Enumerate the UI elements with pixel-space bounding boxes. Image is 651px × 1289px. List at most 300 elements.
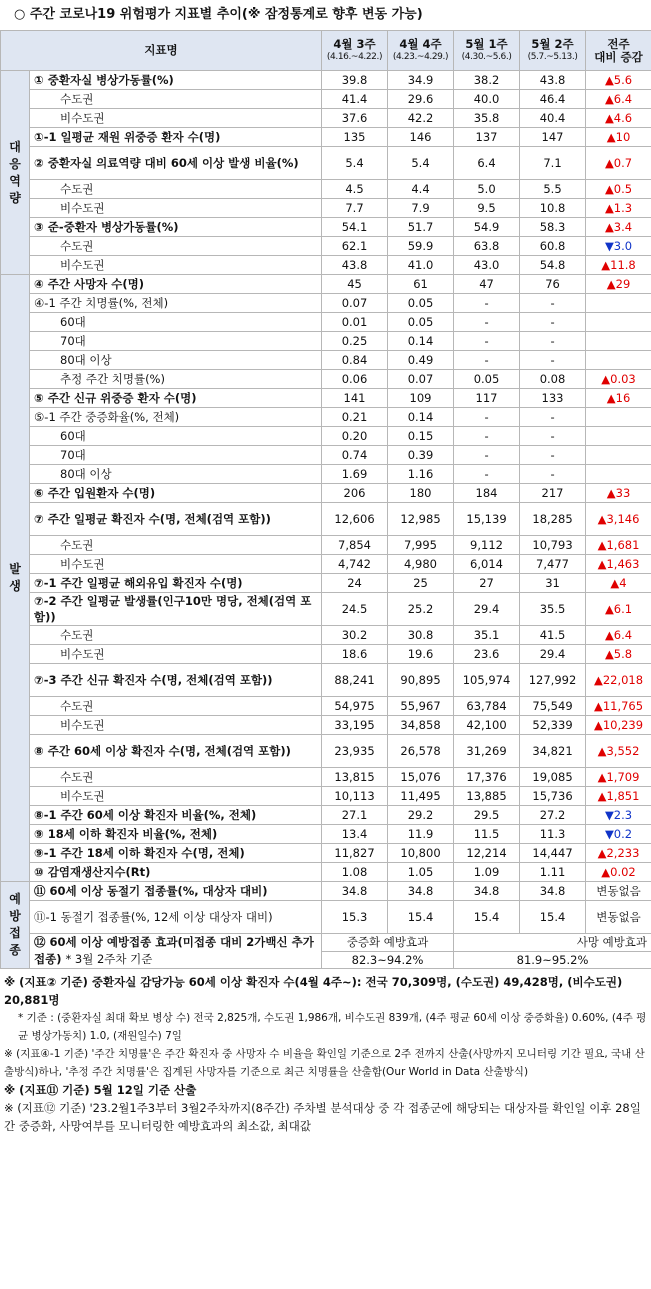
table-row (1, 237, 651, 256)
value-cell: - (454, 408, 520, 427)
change-cell (586, 408, 651, 427)
value-cell: 0.39 (388, 446, 454, 465)
value-cell: 60.8 (520, 237, 586, 256)
value-cell: 63.8 (454, 237, 520, 256)
change-value: 22,018 (602, 673, 644, 687)
value-cell: 19,085 (520, 768, 586, 787)
row-label: 60대 (30, 313, 322, 332)
row-label: ⑪-1 동절기 접종률(%, 12세 이상 대상자 대비) (30, 901, 322, 934)
change-cell (586, 844, 651, 863)
row-label: 70대 (30, 332, 322, 351)
value-cell: 7.7 (322, 199, 388, 218)
table-row (1, 465, 651, 484)
change-value: 3,146 (606, 512, 640, 526)
change-cell (586, 180, 651, 199)
value-cell: 34,821 (520, 735, 586, 768)
value-cell: 1.16 (388, 465, 454, 484)
value-cell: 0.05 (388, 313, 454, 332)
change-cell (586, 256, 651, 275)
row-label: 60대 (30, 427, 322, 446)
value-cell: 33,195 (322, 716, 388, 735)
value-cell: 54.1 (322, 218, 388, 237)
table-row (1, 555, 651, 574)
value-cell: 11.9 (388, 825, 454, 844)
value-cell: 13,815 (322, 768, 388, 787)
row-label: 수도권 (30, 536, 322, 555)
value-cell: 41.5 (520, 626, 586, 645)
value-cell: 30.8 (388, 626, 454, 645)
table-row (1, 664, 651, 697)
row-label: 비수도권 (30, 109, 322, 128)
value-cell: 88,241 (322, 664, 388, 697)
value-cell: 15.4 (454, 901, 520, 934)
value-cell: 30.2 (322, 626, 388, 645)
change-value: 4.6 (613, 111, 633, 125)
triangle-up-icon: ▲ (604, 628, 614, 642)
triangle-up-icon: ▲ (606, 391, 616, 405)
row-label: 비수도권 (30, 645, 322, 664)
triangle-up-icon: ▲ (593, 699, 603, 713)
table-row (1, 536, 651, 555)
change-cell (586, 574, 651, 593)
row-label: ① 중환자실 병상가동률(%) (30, 71, 322, 90)
table-row (1, 294, 651, 313)
triangle-up-icon: ▲ (601, 372, 611, 386)
row-label: ⑤-1 주간 중증화율(%, 전체) (30, 408, 322, 427)
value-cell: 27.1 (322, 806, 388, 825)
row-label: ④ 주간 사망자 수(명) (30, 275, 322, 294)
row-label: ⑫ 60세 이상 예방접종 효과(미접종 대비 2가백신 추가접종) * 3월 2주차 기준 (30, 934, 322, 969)
change-value: 1,851 (606, 789, 640, 803)
value-cell: 6.4 (454, 147, 520, 180)
header-week: 5월 2주 (5.7.~5.13.) (520, 31, 586, 71)
value-cell: 7.9 (388, 199, 454, 218)
value-cell: 1.11 (520, 863, 586, 882)
table-row (1, 503, 651, 536)
group-label-occurrence: 발 생 (1, 275, 30, 882)
value-cell: 0.20 (322, 427, 388, 446)
value-cell: 19.6 (388, 645, 454, 664)
change-cell (586, 332, 651, 351)
value-cell: 39.8 (322, 71, 388, 90)
value-cell: 4.5 (322, 180, 388, 199)
change-value: 10,239 (602, 718, 644, 732)
value-cell: 0.05 (454, 370, 520, 389)
footnote: ※ (지표⑫ 기준) '23.2월1주3부터 3월2주차까지(8주간) 주차별 분석대상 중 각 접종군에 해당되는 대상자를 확인일 이후 28일간 중증화, 사망여부를 모니터링한 예방효과의 최소값, 최대값 (4, 1101, 641, 1133)
row-label: ⑥ 주간 입원환자 수(명) (30, 484, 322, 503)
value-cell: 5.4 (322, 147, 388, 180)
value-cell: 1.69 (322, 465, 388, 484)
value-cell: 5.0 (454, 180, 520, 199)
change-cell (586, 199, 651, 218)
value-cell: 0.05 (388, 294, 454, 313)
change-cell (586, 768, 651, 787)
header-indicator: 지표명 (1, 31, 322, 71)
change-value: 10 (615, 130, 631, 144)
triangle-up-icon: ▲ (604, 111, 614, 125)
value-cell: 1.09 (454, 863, 520, 882)
table-row (1, 90, 651, 109)
value-cell: - (454, 313, 520, 332)
row-label: 비수도권 (30, 256, 322, 275)
change-value: 1,463 (606, 557, 640, 571)
table-row (1, 825, 651, 844)
change-cell (586, 645, 651, 664)
value-cell: 12,606 (322, 503, 388, 536)
row-label: ⑤ 주간 신규 위중증 환자 수(명) (30, 389, 322, 408)
table-row (1, 351, 651, 370)
row-label: ⑩ 감염재생산지수(Rt) (30, 863, 322, 882)
value-cell: 9.5 (454, 199, 520, 218)
row-label: 비수도권 (30, 716, 322, 735)
table-row (1, 934, 651, 952)
value-cell: 13,885 (454, 787, 520, 806)
value-cell: 42,100 (454, 716, 520, 735)
change-value: 0.03 (610, 372, 636, 386)
row-label: ② 중환자실 의료역량 대비 60세 이상 발생 비율(%) (30, 147, 322, 180)
row-label: ⑧ 주간 60세 이상 확진자 수(명, 전체(검역 포함)) (30, 735, 322, 768)
footnote: ※ (지표④-1 기준) '주간 치명률'은 주간 확진자 중 사망자 수 비율을 확인일 기준으로 2주 전까지 산출(사망까지 모니터링 기간 필요, 국내 산출방식)하나, '추정 주간 치명률'은 집계된 사망자를 기준으로 최근 치명률을 산출함(Our World in Data 산출방식) (4, 1048, 645, 1078)
value-cell: 127,992 (520, 664, 586, 697)
table-row (1, 901, 651, 934)
triangle-up-icon: ▲ (597, 744, 607, 758)
change-cell (586, 237, 651, 256)
change-cell (586, 147, 651, 180)
triangle-up-icon: ▲ (606, 277, 616, 291)
header-week: 5월 1주 (4.30.~5.6.) (454, 31, 520, 71)
value-cell: 18.6 (322, 645, 388, 664)
value-cell: 54,975 (322, 697, 388, 716)
change-value: 1,681 (606, 538, 640, 552)
table-row (1, 844, 651, 863)
change-cell (586, 90, 651, 109)
value-cell: - (520, 313, 586, 332)
row-label: 수도권 (30, 180, 322, 199)
value-cell: 217 (520, 484, 586, 503)
table-row (1, 768, 651, 787)
value-cell: 0.21 (322, 408, 388, 427)
value-cell: 105,974 (454, 664, 520, 697)
death-effect-label: 사망 예방효과 (454, 934, 651, 952)
change-cell: 변동없음 (586, 901, 651, 934)
table-row (1, 370, 651, 389)
value-cell: - (520, 465, 586, 484)
value-cell: 10,800 (388, 844, 454, 863)
change-cell (586, 503, 651, 536)
row-label: ③ 준-중환자 병상가동률(%) (30, 218, 322, 237)
triangle-up-icon: ▲ (597, 557, 607, 571)
change-value: 0.7 (613, 156, 633, 170)
triangle-up-icon: ▲ (610, 576, 620, 590)
value-cell: 10.8 (520, 199, 586, 218)
value-cell: - (520, 427, 586, 446)
value-cell: 29.4 (520, 645, 586, 664)
row-label: 추정 주간 치명률(%) (30, 370, 322, 389)
value-cell: 27 (454, 574, 520, 593)
value-cell: 5.4 (388, 147, 454, 180)
table-row (1, 626, 651, 645)
table-row (1, 427, 651, 446)
value-cell: 4,742 (322, 555, 388, 574)
change-value: 2,233 (606, 846, 640, 860)
value-cell: 52,339 (520, 716, 586, 735)
triangle-up-icon: ▲ (604, 220, 614, 234)
severe-effect-label: 중증화 예방효과 (322, 934, 454, 952)
value-cell: 13.4 (322, 825, 388, 844)
triangle-up-icon: ▲ (606, 130, 616, 144)
triangle-up-icon: ▲ (604, 602, 614, 616)
triangle-up-icon: ▲ (604, 647, 614, 661)
value-cell: 15,139 (454, 503, 520, 536)
row-label: 수도권 (30, 697, 322, 716)
value-cell: 0.08 (520, 370, 586, 389)
value-cell: 0.15 (388, 427, 454, 446)
table-row (1, 882, 651, 901)
change-cell (586, 351, 651, 370)
triangle-up-icon: ▲ (601, 865, 611, 879)
row-label: 비수도권 (30, 787, 322, 806)
change-value: 1,709 (606, 770, 640, 784)
value-cell: 45 (322, 275, 388, 294)
value-cell: 63,784 (454, 697, 520, 716)
table-row (1, 645, 651, 664)
value-cell: 1.05 (388, 863, 454, 882)
value-cell: 12,214 (454, 844, 520, 863)
change-value: 1.3 (613, 201, 633, 215)
row-label: ⑨-1 주간 18세 이하 확진자 수(명, 전체) (30, 844, 322, 863)
value-cell: 26,578 (388, 735, 454, 768)
table-row (1, 408, 651, 427)
value-cell: 29.4 (454, 593, 520, 626)
change-value: 3.4 (613, 220, 633, 234)
value-cell: 0.74 (322, 446, 388, 465)
value-cell: 75,549 (520, 697, 586, 716)
change-cell (586, 446, 651, 465)
value-cell: 117 (454, 389, 520, 408)
value-cell: 184 (454, 484, 520, 503)
change-value: 6.1 (613, 602, 633, 616)
footnote: ※ (지표⑪ 기준) 5월 12일 기준 산출 (4, 1083, 197, 1097)
value-cell: 0.07 (388, 370, 454, 389)
table-row (1, 147, 651, 180)
value-cell: - (454, 446, 520, 465)
value-cell: 59.9 (388, 237, 454, 256)
value-cell: 76 (520, 275, 586, 294)
row-label: ⑦-2 주간 일평균 발생률(인구10만 명당, 전체(검역 포함)) (30, 593, 322, 626)
row-label: ⑪ 60세 이상 동절기 접종률(%, 대상자 대비) (30, 882, 322, 901)
value-cell: 29.6 (388, 90, 454, 109)
death-effect-value: 81.9~95.2% (454, 951, 651, 969)
value-cell: 51.7 (388, 218, 454, 237)
value-cell: 7,995 (388, 536, 454, 555)
value-cell: 180 (388, 484, 454, 503)
table-row (1, 735, 651, 768)
change-value: 0.2 (613, 827, 633, 841)
value-cell: 17,376 (454, 768, 520, 787)
value-cell: 42.2 (388, 109, 454, 128)
triangle-up-icon: ▲ (597, 846, 607, 860)
change-value: 0.5 (613, 182, 633, 196)
table-row (1, 697, 651, 716)
table-row (1, 593, 651, 626)
change-cell (586, 555, 651, 574)
value-cell: 146 (388, 128, 454, 147)
table-row (1, 128, 651, 147)
change-cell (586, 536, 651, 555)
value-cell: 147 (520, 128, 586, 147)
table-row (1, 71, 651, 90)
change-cell (586, 128, 651, 147)
change-cell (586, 484, 651, 503)
group-label-prevention: 예 방 접 종 (1, 882, 30, 969)
value-cell: 43.8 (322, 256, 388, 275)
table-row (1, 787, 651, 806)
value-cell: 0.84 (322, 351, 388, 370)
change-cell (586, 863, 651, 882)
value-cell: 55,967 (388, 697, 454, 716)
row-label: ⑧-1 주간 60세 이상 확진자 비율(%, 전체) (30, 806, 322, 825)
footnote: * 기준 : (중환자실 최대 확보 병상 수) 전국 2,825개, 수도권 1,986개, 비수도권 839개, (4주 평균 60세 이상 중증화율) 0.60%, (4주 평균 병상가동치) 1.0, (재원일수) 7일 (18, 1012, 647, 1042)
row-label: 수도권 (30, 626, 322, 645)
value-cell: 6,014 (454, 555, 520, 574)
row-label: ④-1 주간 치명률(%, 전체) (30, 294, 322, 313)
value-cell: 43.0 (454, 256, 520, 275)
value-cell: 15,736 (520, 787, 586, 806)
change-value: 5.8 (613, 647, 633, 661)
value-cell: 4.4 (388, 180, 454, 199)
value-cell: 4,980 (388, 555, 454, 574)
value-cell: 37.6 (322, 109, 388, 128)
value-cell: 40.4 (520, 109, 586, 128)
change-value: 6.4 (613, 92, 633, 106)
value-cell: 90,895 (388, 664, 454, 697)
value-cell: 24 (322, 574, 388, 593)
value-cell: 34.8 (322, 882, 388, 901)
value-cell: 11,827 (322, 844, 388, 863)
triangle-up-icon: ▲ (597, 538, 607, 552)
row-label: 수도권 (30, 768, 322, 787)
change-cell (586, 806, 651, 825)
value-cell: 15,076 (388, 768, 454, 787)
value-cell: 23.6 (454, 645, 520, 664)
header-week: 4월 3주 (4.16.~4.22.) (322, 31, 388, 71)
change-cell (586, 664, 651, 697)
value-cell: 31 (520, 574, 586, 593)
row-label: ⑦ 주간 일평균 확진자 수(명, 전체(검역 포함)) (30, 503, 322, 536)
change-cell (586, 465, 651, 484)
table-row (1, 180, 651, 199)
value-cell: 9,112 (454, 536, 520, 555)
value-cell: 27.2 (520, 806, 586, 825)
change-cell (586, 787, 651, 806)
table-row (1, 484, 651, 503)
value-cell: - (520, 446, 586, 465)
value-cell: 25.2 (388, 593, 454, 626)
value-cell: 38.2 (454, 71, 520, 90)
value-cell: 141 (322, 389, 388, 408)
change-cell (586, 313, 651, 332)
header-week: 4월 4주 (4.23.~4.29.) (388, 31, 454, 71)
value-cell: 35.8 (454, 109, 520, 128)
table-row (1, 109, 651, 128)
table-row (1, 313, 651, 332)
change-cell (586, 294, 651, 313)
value-cell: 5.5 (520, 180, 586, 199)
change-value: 29 (615, 277, 631, 291)
value-cell: 0.01 (322, 313, 388, 332)
group-label-response: 대 응 역 량 (1, 71, 30, 275)
value-cell: - (454, 351, 520, 370)
value-cell: 0.25 (322, 332, 388, 351)
value-cell: 62.1 (322, 237, 388, 256)
value-cell: 54.9 (454, 218, 520, 237)
table-row (1, 574, 651, 593)
table-row (1, 332, 651, 351)
value-cell: 0.14 (388, 332, 454, 351)
change-value: 33 (615, 486, 631, 500)
triangle-up-icon: ▲ (597, 512, 607, 526)
value-cell: 7,854 (322, 536, 388, 555)
table-row (1, 863, 651, 882)
change-cell (586, 275, 651, 294)
triangle-up-icon: ▲ (593, 718, 603, 732)
value-cell: 58.3 (520, 218, 586, 237)
value-cell: 35.1 (454, 626, 520, 645)
row-label: ⑦-1 주간 일평균 해외유입 확진자 수(명) (30, 574, 322, 593)
triangle-up-icon: ▲ (597, 789, 607, 803)
triangle-up-icon: ▲ (604, 201, 614, 215)
risk-indicator-table (0, 30, 651, 969)
value-cell: 61 (388, 275, 454, 294)
change-value: 2.3 (613, 808, 633, 822)
header-change: 전주 대비 증감 (586, 31, 651, 71)
change-value: 3.0 (613, 239, 633, 253)
change-cell (586, 109, 651, 128)
change-cell (586, 593, 651, 626)
value-cell: 14,447 (520, 844, 586, 863)
value-cell: 137 (454, 128, 520, 147)
triangle-down-icon: ▼ (604, 827, 614, 841)
value-cell: 34,858 (388, 716, 454, 735)
table-row (1, 199, 651, 218)
triangle-down-icon: ▼ (604, 808, 614, 822)
value-cell: 12,985 (388, 503, 454, 536)
value-cell: 1.08 (322, 863, 388, 882)
footnotes (0, 969, 651, 1135)
value-cell: - (520, 408, 586, 427)
value-cell: 41.4 (322, 90, 388, 109)
table-row (1, 275, 651, 294)
triangle-up-icon: ▲ (604, 182, 614, 196)
triangle-up-icon: ▲ (597, 770, 607, 784)
change-value: 11.8 (610, 258, 636, 272)
value-cell: 43.8 (520, 71, 586, 90)
value-cell: 40.0 (454, 90, 520, 109)
page-title: ○ 주간 코로나19 위험평가 지표별 추이(※ 잠정통계로 향후 변동 가능) (14, 7, 423, 22)
row-label: ①-1 일평균 재원 위중증 환자 수(명) (30, 128, 322, 147)
change-cell (586, 218, 651, 237)
row-label: 80대 이상 (30, 465, 322, 484)
value-cell: 0.07 (322, 294, 388, 313)
table-row (1, 256, 651, 275)
table-row (1, 389, 651, 408)
triangle-up-icon: ▲ (601, 258, 611, 272)
row-label: ⑦-3 주간 신규 확진자 수(명, 전체(검역 포함)) (30, 664, 322, 697)
value-cell: 34.8 (454, 882, 520, 901)
value-cell: 35.5 (520, 593, 586, 626)
change-value: 6.4 (613, 628, 633, 642)
row-label: 80대 이상 (30, 351, 322, 370)
